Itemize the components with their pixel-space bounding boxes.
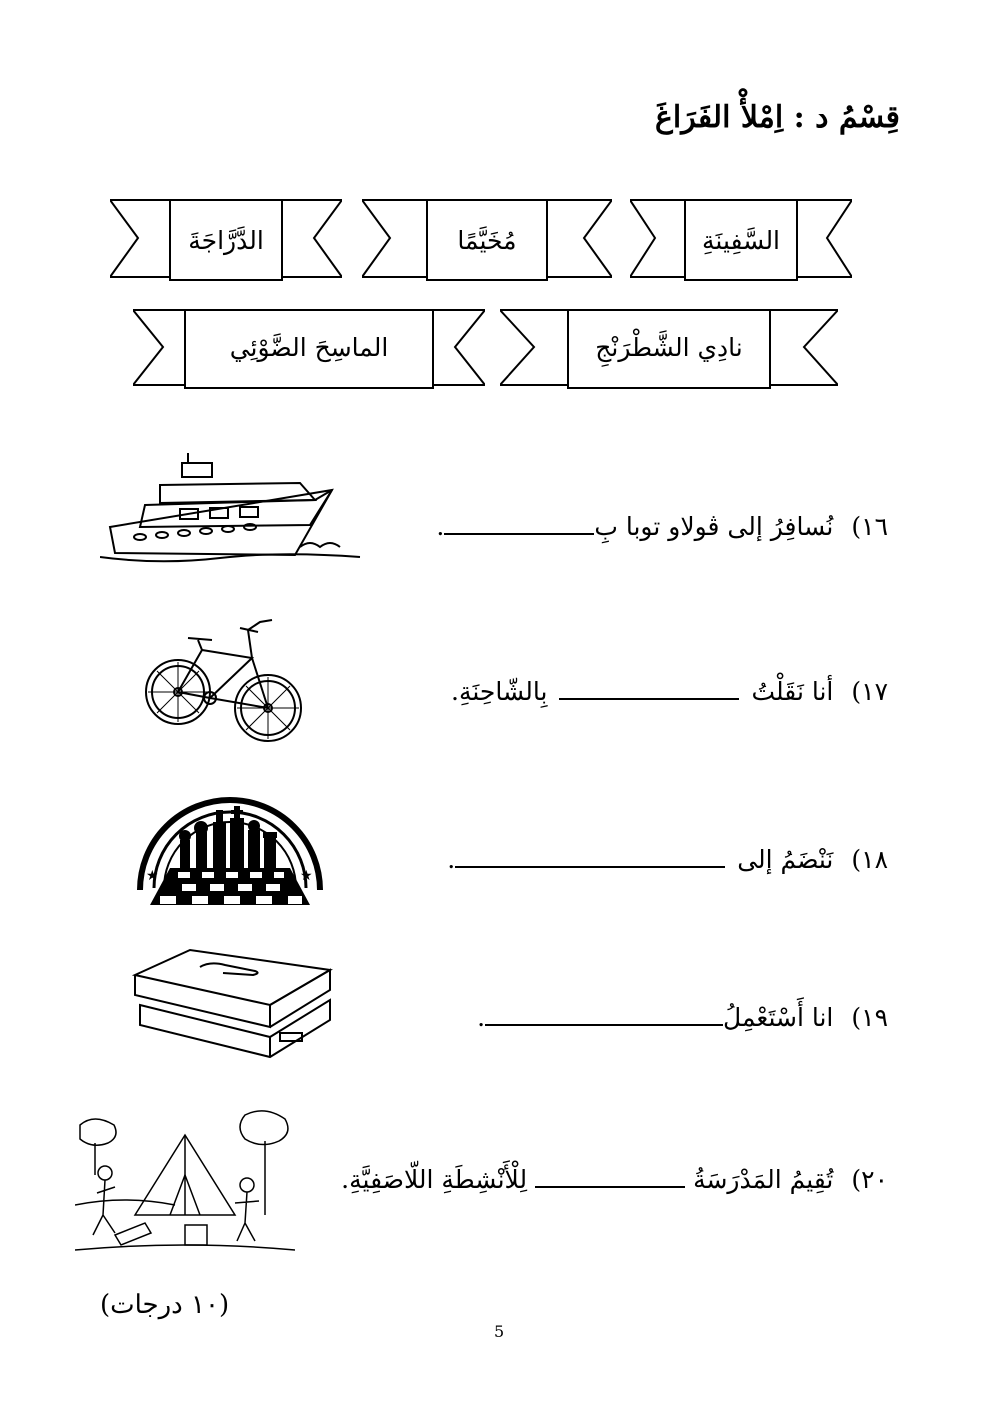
answer-blank[interactable] bbox=[535, 1182, 685, 1188]
question-text: انا أَسْتَعْمِلُ bbox=[723, 1003, 834, 1032]
question-text-end: . bbox=[436, 512, 445, 541]
word-bank-item[interactable] bbox=[110, 195, 342, 285]
question-text: نَنْضَمُ إلى bbox=[737, 845, 834, 874]
question-19 bbox=[477, 1003, 888, 1032]
question-16 bbox=[436, 512, 888, 541]
chess-club-logo-icon bbox=[130, 780, 330, 920]
question-number: ٢٠) bbox=[851, 1165, 888, 1194]
question-text: نُسافِرُ إلى ڤولاو توبا بِ bbox=[594, 512, 834, 541]
question-text: تُقِيمُ المَدْرَسَةُ bbox=[693, 1165, 834, 1194]
question-text-end: . bbox=[447, 845, 456, 874]
answer-blank[interactable] bbox=[444, 529, 594, 535]
question-17 bbox=[451, 677, 888, 706]
question-number: ١٩) bbox=[851, 1003, 888, 1032]
question-text: أنا نَقَلْتُ bbox=[751, 677, 834, 706]
word-bank-item[interactable] bbox=[630, 195, 852, 285]
question-text-end: . bbox=[477, 1003, 486, 1032]
camping-scene-icon bbox=[75, 1105, 295, 1257]
question-18 bbox=[447, 845, 888, 874]
question-text-end: بِالشّاحِنَةِ. bbox=[451, 677, 548, 706]
question-number: ١٨) bbox=[851, 845, 888, 874]
answer-blank[interactable] bbox=[455, 862, 725, 868]
word-bank-label: مُخَيَّمًا bbox=[457, 225, 517, 255]
answer-blank[interactable] bbox=[485, 1020, 723, 1026]
page-number: 5 bbox=[494, 1322, 505, 1341]
question-text-end: لِلْأَنْشِطَةِ اللّاصَفِيَّةِ. bbox=[341, 1165, 528, 1194]
question-20 bbox=[341, 1165, 888, 1194]
section-title: قِسْمُ د : اِمْلأْ الفَرَاغَ bbox=[654, 100, 900, 135]
yacht-icon bbox=[100, 445, 370, 575]
word-bank-label: السَّفِينَةِ bbox=[702, 225, 781, 255]
word-bank-item[interactable] bbox=[133, 305, 485, 390]
answer-blank[interactable] bbox=[559, 694, 739, 700]
bicycle-icon bbox=[140, 610, 310, 745]
word-bank-label: الدَّرَّاجَةَ bbox=[188, 225, 264, 255]
word-bank-label: الماسِحَ الضَّوْئِي bbox=[229, 333, 389, 362]
svg-text:★: ★ bbox=[300, 868, 313, 884]
question-number: ١٧) bbox=[851, 677, 888, 706]
word-bank-item[interactable] bbox=[362, 195, 612, 285]
flatbed-scanner-icon bbox=[130, 945, 335, 1065]
svg-text:★: ★ bbox=[146, 868, 159, 884]
word-bank-label: نادِي الشَّطْرَنْجِ bbox=[595, 333, 743, 362]
word-bank-item[interactable] bbox=[500, 305, 838, 390]
total-marks: (١٠ درجات) bbox=[100, 1290, 230, 1320]
question-number: ١٦) bbox=[851, 512, 888, 541]
